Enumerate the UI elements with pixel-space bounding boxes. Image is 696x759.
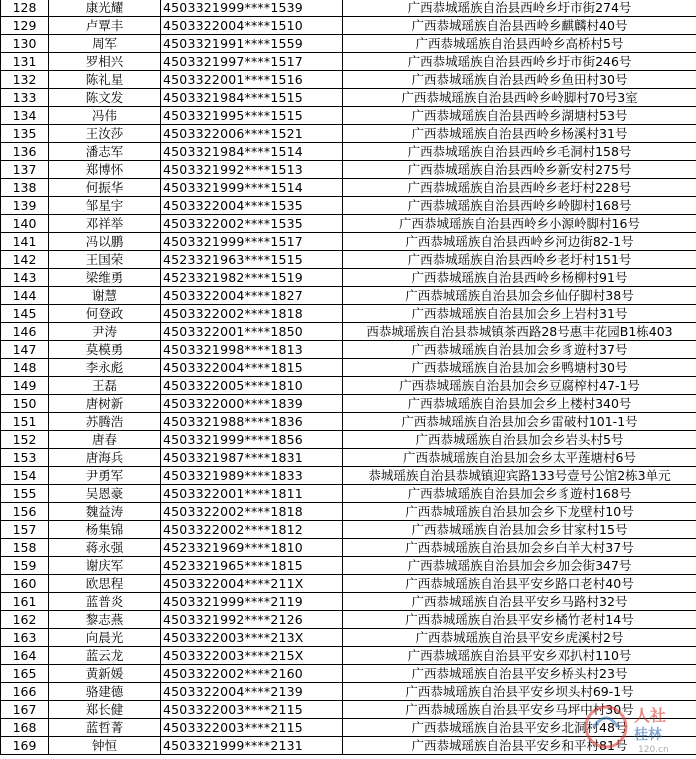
row-number: 150 [1,395,49,413]
name-cell: 周军 [49,35,161,53]
table-row [1,629,696,647]
row-number: 136 [1,143,49,161]
address-cell: 广西恭城瑶族自治县西岭乡湖塘村53号 [343,107,696,125]
address-cell: 广西恭城瑶族自治县加会乡下龙壁村10号 [343,503,696,521]
table-row [1,647,696,665]
name-cell: 欧思程 [49,575,161,593]
address-cell: 广西恭城瑶族自治县西岭乡高桥村5号 [343,35,696,53]
table-row [1,665,696,683]
table-row [1,161,696,179]
row-number: 137 [1,161,49,179]
row-number: 147 [1,341,49,359]
row-number: 167 [1,701,49,719]
id-number-cell: 4503322003****2115 [161,719,343,737]
table-row [1,197,696,215]
table-row [1,53,696,71]
name-cell: 向晨光 [49,629,161,647]
row-number: 129 [1,17,49,35]
name-cell: 陈礼星 [49,71,161,89]
id-number-cell: 4503321998****1813 [161,341,343,359]
name-cell: 邓祥举 [49,215,161,233]
row-number: 142 [1,251,49,269]
name-cell: 尹勇军 [49,467,161,485]
name-cell: 黎志燕 [49,611,161,629]
name-cell: 唐树新 [49,395,161,413]
address-cell: 广西恭城瑶族自治县加会乡太平莲塘村6号 [343,449,696,467]
row-number: 128 [1,0,49,17]
table-row [1,611,696,629]
watermark-line2: 桂林 [634,726,663,743]
name-cell: 钟恒 [49,737,161,755]
watermark-line3: 120.cn [638,745,669,755]
id-number-cell: 4523321969****1810 [161,539,343,557]
id-number-cell: 4503321999****1856 [161,431,343,449]
table-row [1,269,696,287]
row-number: 158 [1,539,49,557]
row-number: 161 [1,593,49,611]
address-cell: 广西恭城瑶族自治县平安乡马路村32号 [343,593,696,611]
id-number-cell: 4503322002****1818 [161,305,343,323]
name-cell: 梁维勇 [49,269,161,287]
id-number-cell: 4503321989****1833 [161,467,343,485]
address-cell: 广西恭城瑶族自治县加会乡豆腐榨村47-1号 [343,377,696,395]
id-number-cell: 4503321992****2126 [161,611,343,629]
id-number-cell: 4503321984****1515 [161,89,343,107]
name-cell: 何登政 [49,305,161,323]
row-number: 144 [1,287,49,305]
row-number: 157 [1,521,49,539]
address-cell: 广西恭城瑶族自治县西岭乡圩市街274号 [343,0,696,17]
table-row [1,413,696,431]
address-cell: 广西恭城瑶族自治县平安乡北洞村48号 [343,719,696,737]
address-cell: 广西恭城瑶族自治县平安乡路口老村40号 [343,575,696,593]
row-number: 145 [1,305,49,323]
id-number-cell: 4523321982****1519 [161,269,343,287]
id-number-cell: 4503322000****1839 [161,395,343,413]
address-cell: 广西恭城瑶族自治县加会乡上楼村340号 [343,395,696,413]
address-cell: 广西恭城瑶族自治县西岭乡河边街82-1号 [343,233,696,251]
name-cell: 罗相兴 [49,53,161,71]
table-row [1,359,696,377]
name-cell: 杨集锦 [49,521,161,539]
row-number: 132 [1,71,49,89]
address-cell: 广西恭城瑶族自治县西岭乡圩市街246号 [343,53,696,71]
row-number: 131 [1,53,49,71]
row-number: 160 [1,575,49,593]
id-number-cell: 4503321984****1514 [161,143,343,161]
id-number-cell: 4503321999****2119 [161,593,343,611]
id-number-cell: 4503321991****1559 [161,35,343,53]
id-number-cell: 4503322004****211X [161,575,343,593]
row-number: 140 [1,215,49,233]
row-number: 138 [1,179,49,197]
table-row [1,377,696,395]
name-cell: 唐海兵 [49,449,161,467]
name-cell: 蒋永强 [49,539,161,557]
id-number-cell: 4503322002****1535 [161,215,343,233]
row-number: 149 [1,377,49,395]
id-number-cell: 4523321963****1515 [161,251,343,269]
table-row [1,305,696,323]
id-number-cell: 4503322002****2160 [161,665,343,683]
name-cell: 骆建德 [49,683,161,701]
table-row [1,251,696,269]
name-cell: 何振华 [49,179,161,197]
name-cell: 王磊 [49,377,161,395]
table-row [1,449,696,467]
table-row [1,0,696,17]
name-cell: 尹涛 [49,323,161,341]
name-cell: 黄新媛 [49,665,161,683]
row-number: 163 [1,629,49,647]
roster-body [1,0,696,755]
id-number-cell: 4503321995****1515 [161,107,343,125]
name-cell: 吴恩豪 [49,485,161,503]
name-cell: 潘志军 [49,143,161,161]
address-cell: 广西恭城瑶族自治县加会乡豸遊村37号 [343,341,696,359]
row-number: 133 [1,89,49,107]
address-cell: 广西恭城瑶族自治县西岭乡鱼田村30号 [343,71,696,89]
id-number-cell: 4503322004****1827 [161,287,343,305]
address-cell: 广西恭城瑶族自治县加会乡甘家村15号 [343,521,696,539]
table-row [1,395,696,413]
name-cell: 苏腾浩 [49,413,161,431]
name-cell: 魏益涛 [49,503,161,521]
table-row [1,539,696,557]
id-number-cell: 4503321999****2131 [161,737,343,755]
address-cell: 广西恭城瑶族自治县加会乡仙仔脚村38号 [343,287,696,305]
table-row [1,125,696,143]
row-number: 139 [1,197,49,215]
table-row [1,107,696,125]
address-cell: 广西恭城瑶族自治县平安乡桥头村23号 [343,665,696,683]
table-row [1,35,696,53]
row-number: 156 [1,503,49,521]
address-cell: 广西恭城瑶族自治县平安乡虎溪村2号 [343,629,696,647]
name-cell: 蓝云龙 [49,647,161,665]
row-number: 134 [1,107,49,125]
name-cell: 郑博怀 [49,161,161,179]
id-number-cell: 4503322001****1850 [161,323,343,341]
address-cell: 广西恭城瑶族自治县平安乡马坪中村30号 [343,701,696,719]
address-cell: 广西恭城瑶族自治县西岭乡岭脚村168号 [343,197,696,215]
row-number: 168 [1,719,49,737]
id-number-cell: 4503321999****1514 [161,179,343,197]
table-row [1,503,696,521]
row-number: 162 [1,611,49,629]
id-number-cell: 4503322003****215X [161,647,343,665]
id-number-cell: 4503321987****1831 [161,449,343,467]
name-cell: 冯伟 [49,107,161,125]
id-number-cell: 4503322004****1535 [161,197,343,215]
row-number: 130 [1,35,49,53]
row-number: 153 [1,449,49,467]
address-cell: 广西恭城瑶族自治县加会乡上岩村31号 [343,305,696,323]
id-number-cell: 4523321965****1815 [161,557,343,575]
table-row [1,521,696,539]
table-row [1,593,696,611]
id-number-cell: 4503322003****213X [161,629,343,647]
table-row [1,431,696,449]
id-number-cell: 4503322002****1818 [161,503,343,521]
id-number-cell: 4503321999****1517 [161,233,343,251]
address-cell: 广西恭城瑶族自治县平安乡橘竹老村14号 [343,611,696,629]
id-number-cell: 4503321992****1513 [161,161,343,179]
watermark-line1: 人社 [634,706,666,725]
address-cell: 广西恭城瑶族自治县西岭乡小源岭脚村16号 [343,215,696,233]
row-number: 166 [1,683,49,701]
address-cell: 广西恭城瑶族自治县加会乡白羊大村37号 [343,539,696,557]
address-cell: 西恭城瑶族自治县恭城镇茶西路28号惠丰花园B1栋403 [343,323,696,341]
address-cell: 恭城瑶族自治县恭城镇迎宾路133号壹号公馆2栋3单元 [343,467,696,485]
row-number: 164 [1,647,49,665]
table-row [1,323,696,341]
address-cell: 广西恭城瑶族自治县平安乡和平村81号 [343,737,696,755]
name-cell: 郑长健 [49,701,161,719]
table-row [1,179,696,197]
name-cell: 冯以鹏 [49,233,161,251]
table-row [1,575,696,593]
id-number-cell: 4503321988****1836 [161,413,343,431]
row-number: 141 [1,233,49,251]
row-number: 151 [1,413,49,431]
address-cell: 广西恭城瑶族自治县加会乡鸭塘村30号 [343,359,696,377]
id-number-cell: 4503322004****1815 [161,359,343,377]
name-cell: 莫模勇 [49,341,161,359]
id-number-cell: 4503322001****1516 [161,71,343,89]
id-number-cell: 4503322005****1810 [161,377,343,395]
row-number: 159 [1,557,49,575]
table-row [1,485,696,503]
table-row [1,557,696,575]
id-number-cell: 4503322002****1812 [161,521,343,539]
name-cell: 谢慧 [49,287,161,305]
table-row [1,341,696,359]
address-cell: 广西恭城瑶族自治县西岭乡新安村275号 [343,161,696,179]
name-cell: 邹星宇 [49,197,161,215]
address-cell: 广西恭城瑶族自治县西岭乡杨溪村31号 [343,125,696,143]
address-cell: 广西恭城瑶族自治县加会乡岩头村5号 [343,431,696,449]
name-cell: 王汝莎 [49,125,161,143]
address-cell: 广西恭城瑶族自治县加会乡豸遊村168号 [343,485,696,503]
name-cell: 李永彪 [49,359,161,377]
table-row [1,71,696,89]
name-cell: 唐春 [49,431,161,449]
name-cell: 康光耀 [49,0,161,17]
address-cell: 广西恭城瑶族自治县西岭乡老圩村151号 [343,251,696,269]
name-cell: 蓝哲菁 [49,719,161,737]
id-number-cell: 4503322003****2115 [161,701,343,719]
row-number: 148 [1,359,49,377]
address-cell: 广西恭城瑶族自治县平安乡坝头村69-1号 [343,683,696,701]
watermark-icon [576,697,694,755]
row-number: 135 [1,125,49,143]
address-cell: 广西恭城瑶族自治县西岭乡岭脚村70号3室 [343,89,696,107]
address-cell: 广西恭城瑶族自治县加会乡加会街347号 [343,557,696,575]
row-number: 155 [1,485,49,503]
address-cell: 广西恭城瑶族自治县西岭乡杨柳村91号 [343,269,696,287]
watermark-logo [576,697,694,755]
name-cell: 谢庆军 [49,557,161,575]
address-cell: 广西恭城瑶族自治县西岭乡老圩村228号 [343,179,696,197]
name-cell: 王国荣 [49,251,161,269]
row-number: 152 [1,431,49,449]
row-number: 146 [1,323,49,341]
table-row [1,467,696,485]
name-cell: 陈文发 [49,89,161,107]
table-row [1,89,696,107]
name-cell: 卢覃丰 [49,17,161,35]
address-cell: 广西恭城瑶族自治县西岭乡麒麟村40号 [343,17,696,35]
address-cell: 广西恭城瑶族自治县西岭乡毛洞村158号 [343,143,696,161]
id-number-cell: 4503322001****1811 [161,485,343,503]
table-row [1,233,696,251]
address-cell: 广西恭城瑶族自治县平安乡邓扒村110号 [343,647,696,665]
id-number-cell: 4503321997****1517 [161,53,343,71]
table-row [1,215,696,233]
table-row [1,143,696,161]
row-number: 154 [1,467,49,485]
row-number: 143 [1,269,49,287]
row-number: 169 [1,737,49,755]
id-number-cell: 4503322006****1521 [161,125,343,143]
id-number-cell: 4503322004****2139 [161,683,343,701]
id-number-cell: 4503322004****1510 [161,17,343,35]
table-row [1,17,696,35]
row-number: 165 [1,665,49,683]
address-cell: 广西恭城瑶族自治县加会乡雷破村101-1号 [343,413,696,431]
id-number-cell: 4503321999****1539 [161,0,343,17]
table-row [1,287,696,305]
name-cell: 蓝普炎 [49,593,161,611]
